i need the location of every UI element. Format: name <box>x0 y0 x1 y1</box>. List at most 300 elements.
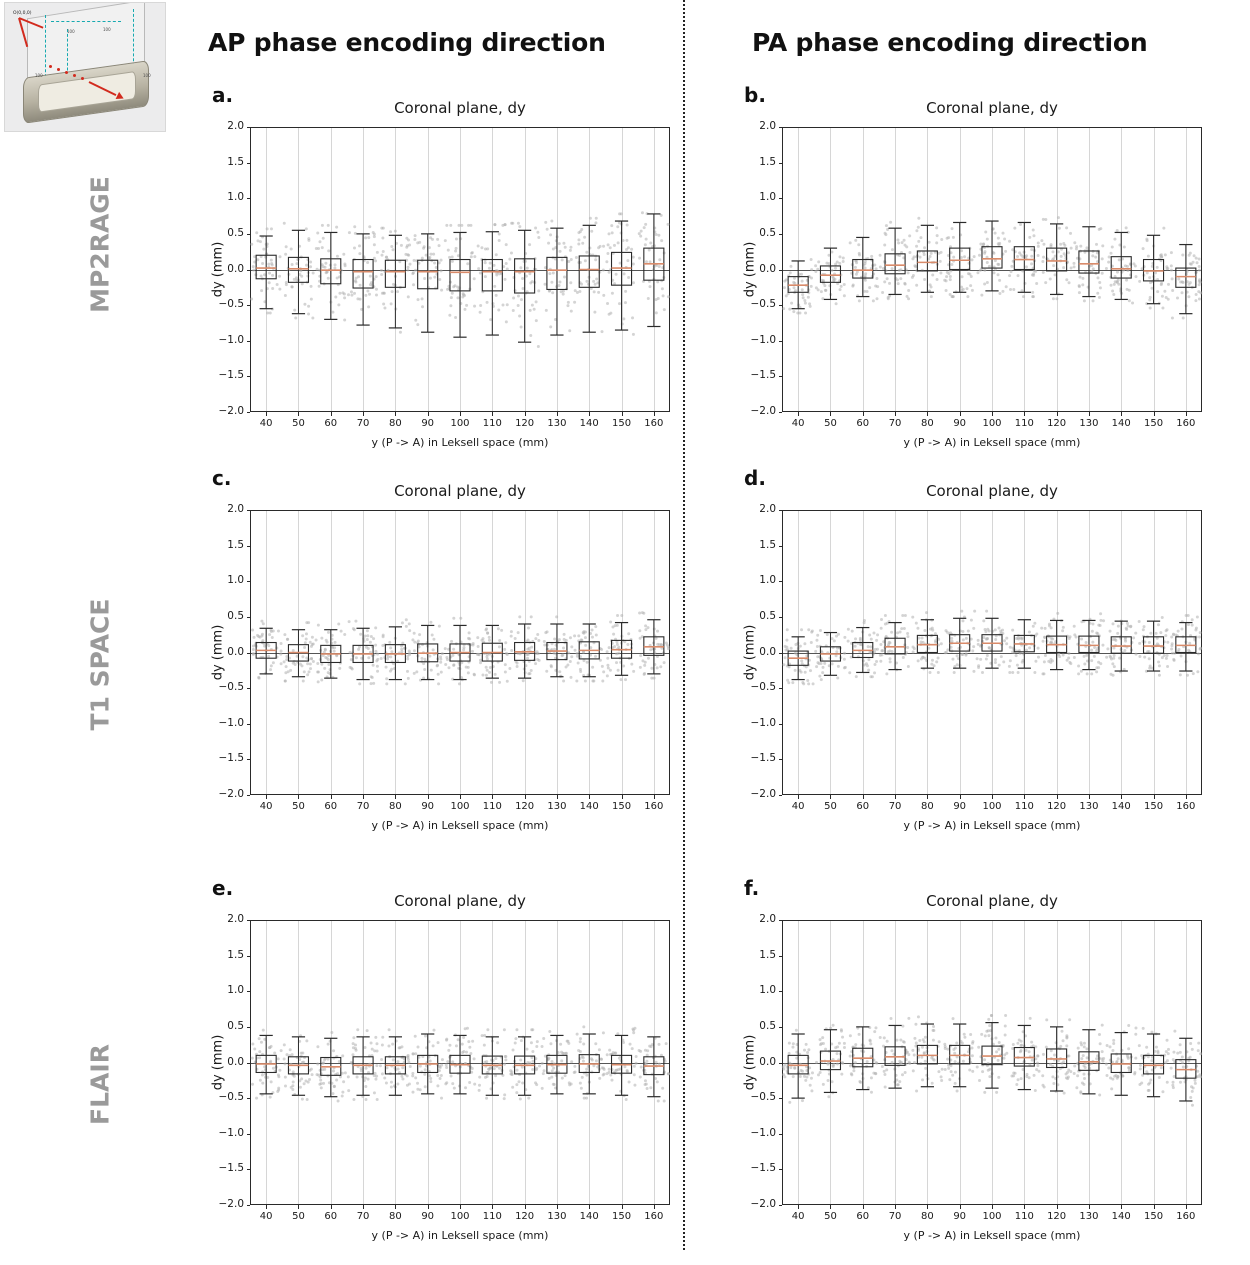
scatter-point <box>1166 641 1169 644</box>
scatter-point <box>1083 655 1086 658</box>
box-whisker-group <box>411 1029 444 1100</box>
scatter-point <box>867 645 870 648</box>
scatter-point <box>1038 1070 1041 1073</box>
scatter-point <box>1094 256 1097 259</box>
scatter-point <box>968 273 971 276</box>
x-tick-label: 130 <box>547 1211 567 1222</box>
scatter-point <box>815 639 818 642</box>
scatter-point <box>250 298 253 301</box>
scatter-point <box>1133 1072 1136 1075</box>
scatter-point <box>1158 664 1161 667</box>
scatter-point <box>400 1075 403 1078</box>
scatter-point <box>602 269 605 272</box>
x-tick-label: 100 <box>982 801 1002 812</box>
scatter-point <box>473 255 476 258</box>
scatter-point <box>1149 632 1152 635</box>
scatter-point <box>1052 1082 1055 1085</box>
scatter-point <box>961 275 964 278</box>
scatter-point <box>649 241 652 244</box>
scatter-point <box>1043 1086 1046 1089</box>
scatter-point <box>1134 1057 1137 1060</box>
scatter-point <box>606 657 609 660</box>
scatter-point <box>250 243 253 246</box>
scatter-point <box>348 620 351 623</box>
scatter-point <box>854 1061 857 1064</box>
scatter-point <box>452 285 455 288</box>
scatter-point <box>1194 299 1197 302</box>
scatter-point <box>467 671 470 674</box>
scatter-point <box>998 279 1001 282</box>
scatter-point <box>1164 253 1167 256</box>
scatter-point <box>551 1069 554 1072</box>
scatter-point <box>301 1098 304 1101</box>
scatter-point <box>1008 240 1011 243</box>
scatter-point <box>1011 1047 1014 1050</box>
scatter-point <box>805 1043 808 1046</box>
scatter-point <box>530 615 533 618</box>
scatter-point <box>417 640 420 643</box>
scatter-point <box>266 311 269 314</box>
x-tick-label: 100 <box>450 801 470 812</box>
scatter-point <box>283 633 286 636</box>
scatter-point <box>428 1074 431 1077</box>
scatter-point <box>1156 266 1159 269</box>
scatter-point <box>971 289 974 292</box>
column-header-ap: AP phase encoding direction <box>208 28 606 57</box>
scatter-point <box>1156 290 1159 293</box>
scatter-point <box>1112 646 1115 649</box>
scatter-point <box>277 630 280 633</box>
scatter-point <box>253 1048 256 1051</box>
scatter-point <box>366 629 369 632</box>
scatter-point <box>406 269 409 272</box>
y-tick-label: −1.0 <box>750 333 776 346</box>
y-tick-label: 0.0 <box>759 1055 776 1068</box>
scatter-point <box>488 639 491 642</box>
scatter-point <box>1067 1055 1070 1058</box>
y-tick-label: 1.5 <box>227 948 244 961</box>
scatter-point <box>944 1068 947 1071</box>
scatter-point <box>639 637 642 640</box>
scatter-point <box>800 671 803 674</box>
scatter-point <box>389 655 392 658</box>
scatter-point <box>1102 619 1105 622</box>
scatter-point <box>609 246 612 249</box>
x-tick-label: 40 <box>791 418 805 429</box>
scatter-point <box>467 666 470 669</box>
box-whisker-group <box>1073 1024 1105 1097</box>
scatter-point <box>1080 1057 1083 1060</box>
scatter-point <box>308 1078 311 1081</box>
scatter-point <box>285 281 288 284</box>
scatter-point <box>1080 670 1083 673</box>
scatter-point <box>994 661 997 664</box>
scatter-point <box>946 648 949 651</box>
scatter-point <box>790 647 793 650</box>
scatter-point <box>1025 1075 1028 1078</box>
box-whisker-group <box>444 1027 476 1094</box>
scatter-point <box>305 657 308 660</box>
scatter-point <box>1196 670 1199 673</box>
scatter-point <box>416 1088 419 1091</box>
scatter-point <box>440 289 443 292</box>
scatter-point <box>908 234 911 237</box>
scatter-point <box>867 669 870 672</box>
scatter-point <box>1113 638 1116 641</box>
box-whisker-group <box>476 625 509 684</box>
scatter-point <box>1106 647 1109 650</box>
scatter-point <box>424 1035 427 1038</box>
scatter-point <box>537 345 540 348</box>
scatter-point <box>440 259 443 262</box>
scatter-point <box>260 275 263 278</box>
scatter-point <box>960 653 963 656</box>
scatter-point <box>952 236 955 239</box>
scatter-point <box>982 636 985 639</box>
scatter-point <box>885 672 888 675</box>
scatter-point <box>385 677 388 680</box>
scatter-point <box>1030 248 1033 251</box>
scatter-point <box>1052 257 1055 260</box>
scatter-point <box>312 660 315 663</box>
scatter-point <box>891 248 894 251</box>
scatter-point <box>327 277 330 280</box>
scatter-point <box>530 646 533 649</box>
scatter-point <box>597 291 600 294</box>
scatter-point <box>1002 660 1005 663</box>
scatter-point <box>335 226 338 229</box>
scatter-point <box>988 1075 991 1078</box>
scatter-point <box>1012 1043 1015 1046</box>
scatter-point <box>789 265 792 268</box>
scatter-point <box>422 662 425 665</box>
scatter-point <box>590 230 593 233</box>
scatter-point <box>331 1092 334 1095</box>
scatter-point <box>616 225 619 228</box>
y-tick-label: −1.5 <box>218 752 244 765</box>
x-tick-label: 130 <box>547 418 567 429</box>
scatter-point <box>493 264 496 267</box>
scatter-point <box>826 1063 829 1066</box>
scatter-point <box>262 1029 265 1032</box>
scatter-point <box>648 248 651 251</box>
scatter-point <box>606 674 609 677</box>
scatter-point <box>658 265 661 268</box>
scatter-point <box>352 1046 355 1049</box>
scatter-point <box>372 637 375 640</box>
scatter-point <box>321 224 324 227</box>
scatter-point <box>432 1029 435 1032</box>
scatter-point <box>372 682 375 685</box>
scatter-point <box>1147 255 1150 258</box>
scatter-point <box>422 247 425 250</box>
scatter-point <box>904 1071 907 1074</box>
scatter-point <box>840 1028 843 1031</box>
scatter-point <box>389 646 392 649</box>
scatter-point <box>485 674 488 677</box>
scatter-point <box>931 1082 934 1085</box>
scatter-point <box>810 1089 813 1092</box>
scatter-point <box>359 284 362 287</box>
scatter-point <box>812 682 815 685</box>
scatter-point <box>884 614 887 617</box>
scatter-point <box>432 253 435 256</box>
scatter-point <box>1004 1024 1007 1027</box>
scatter-point <box>950 637 953 640</box>
scatter-point <box>881 291 884 294</box>
scatter-point <box>1199 631 1202 634</box>
scatter-point <box>548 272 551 275</box>
scatter-point <box>1062 1060 1065 1063</box>
scatter-point <box>1148 298 1151 301</box>
scatter-point <box>457 1038 460 1041</box>
scatter-point <box>327 631 330 634</box>
scatter-point <box>495 253 498 256</box>
scatter-point <box>518 314 521 317</box>
x-tick-label: 50 <box>292 418 305 429</box>
scatter-point <box>326 641 329 644</box>
scatter-point <box>412 1052 415 1055</box>
scatter-point <box>1033 622 1036 625</box>
scatter-point <box>951 658 954 661</box>
scatter-point <box>582 659 585 662</box>
inset-tick-label: 100 <box>35 73 43 78</box>
scatter-point <box>336 255 339 258</box>
scatter-point <box>459 617 462 620</box>
scatter-point <box>285 245 288 248</box>
scatter-point <box>880 649 883 652</box>
scatter-point <box>1180 628 1183 631</box>
scatter-point <box>935 226 938 229</box>
scatter-point <box>956 654 959 657</box>
scatter-point <box>1073 625 1076 628</box>
scatter-point <box>1003 237 1006 240</box>
scatter-point <box>1005 285 1008 288</box>
scatter-point <box>792 281 795 284</box>
scatter-point <box>659 665 662 668</box>
scatter-point <box>1150 1031 1153 1034</box>
scatter-point <box>1156 1050 1159 1053</box>
scatter-point <box>351 1053 354 1056</box>
scatter-point <box>1134 632 1137 635</box>
scatter-point <box>602 670 605 673</box>
scatter-point <box>485 627 488 630</box>
y-axis-label: dy (mm) <box>742 241 758 297</box>
scatter-point <box>374 644 377 647</box>
scatter-point <box>900 1061 903 1064</box>
scatter-point <box>1142 247 1145 250</box>
scatter-point <box>534 662 537 665</box>
scatter-point <box>1073 633 1076 636</box>
scatter-point <box>986 281 989 284</box>
scatter-point <box>618 302 621 305</box>
x-tick-label: 50 <box>824 1211 837 1222</box>
x-tick-label: 160 <box>644 1211 664 1222</box>
scatter-point <box>375 1075 378 1078</box>
scatter-point <box>800 659 803 662</box>
scatter-point <box>801 293 804 296</box>
y-tick-label: 0.5 <box>759 1019 776 1032</box>
scatter-point <box>1179 673 1182 676</box>
scatter-point <box>261 1082 264 1085</box>
scatter-point <box>824 1048 827 1051</box>
scatter-point <box>625 248 628 251</box>
scatter-point <box>321 246 324 249</box>
scatter-point <box>1182 1065 1185 1068</box>
scatter-point <box>632 281 635 284</box>
scatter-point <box>515 1083 518 1086</box>
scatter-point <box>995 1050 998 1053</box>
scatter-point <box>985 610 988 613</box>
scatter-point <box>367 656 370 659</box>
path-dot <box>81 77 84 80</box>
scatter-point <box>364 1046 367 1049</box>
x-tick-label: 90 <box>953 801 967 812</box>
scatter-point <box>465 1051 468 1054</box>
scatter-point <box>616 643 619 646</box>
scatter-point <box>417 298 420 301</box>
scatter-point <box>383 292 386 295</box>
scatter-point <box>819 629 822 632</box>
scatter-point <box>473 673 476 676</box>
scatter-point <box>290 285 293 288</box>
scatter-point <box>360 1067 363 1070</box>
scatter-point <box>373 243 376 246</box>
scatter-point <box>437 673 440 676</box>
scatter-point <box>655 1061 658 1064</box>
scatter-point <box>1156 642 1159 645</box>
scatter-point <box>294 663 297 666</box>
scatter-point <box>271 264 274 267</box>
scatter-point <box>355 656 358 659</box>
scatter-point <box>901 1073 904 1076</box>
scatter-point <box>1148 1089 1151 1092</box>
scatter-point <box>322 265 325 268</box>
scatter-point <box>535 300 538 303</box>
scatter-point <box>1191 1090 1194 1093</box>
scatter-point <box>951 227 954 230</box>
scatter-point <box>880 627 883 630</box>
scatter-point <box>504 663 507 666</box>
box-whisker-group <box>380 618 412 685</box>
scatter-point <box>1197 290 1200 293</box>
scatter-point <box>323 667 326 670</box>
scatter-point <box>1008 671 1011 674</box>
scatter-point <box>788 1042 791 1045</box>
scatter-point <box>937 656 940 659</box>
scatter-point <box>579 1082 582 1085</box>
scatter-point <box>939 260 942 263</box>
scatter-point <box>1172 658 1175 661</box>
scatter-point <box>1146 271 1149 274</box>
scatter-point <box>854 637 857 640</box>
panel-title-b: Coronal plane, dy <box>926 99 1058 117</box>
scatter-point <box>1198 278 1201 281</box>
scatter-point <box>569 660 572 663</box>
scatter-point <box>498 1067 501 1070</box>
scatter-point <box>380 269 383 272</box>
scatter-point <box>640 1066 643 1069</box>
scatter-point <box>1081 277 1084 280</box>
scatter-point <box>304 641 307 644</box>
scatter-point <box>570 655 573 658</box>
scatter-point <box>471 650 474 653</box>
scatter-point <box>821 1036 824 1039</box>
scatter-point <box>1085 1047 1088 1050</box>
scatter-point <box>457 224 460 227</box>
scatter-point <box>273 1052 276 1055</box>
scatter-point <box>592 1064 595 1067</box>
scatter-point <box>350 294 353 297</box>
scatter-point <box>584 636 587 639</box>
scatter-point <box>888 282 891 285</box>
scatter-point <box>552 271 555 274</box>
scatter-point <box>584 259 587 262</box>
scatter-point <box>350 290 353 293</box>
scatter-point <box>307 239 310 242</box>
scatter-point <box>468 1081 471 1084</box>
scatter-point <box>1062 626 1065 629</box>
x-tick-label: 80 <box>921 1211 934 1222</box>
scatter-point <box>903 282 906 285</box>
scatter-point <box>375 288 378 291</box>
scatter-point <box>935 241 938 244</box>
scatter-point <box>564 1074 567 1077</box>
scatter-point <box>269 311 272 314</box>
scatter-point <box>569 281 572 284</box>
scatter-point <box>645 1083 648 1086</box>
scatter-point <box>428 246 431 249</box>
scatter-point <box>573 1065 576 1068</box>
scatter-point <box>1043 660 1046 663</box>
scatter-point <box>1118 258 1121 261</box>
scatter-point <box>629 1043 632 1046</box>
scatter-point <box>647 297 650 300</box>
scatter-point <box>1154 271 1157 274</box>
scatter-point <box>633 1073 636 1076</box>
scatter-point <box>1036 1054 1039 1057</box>
scatter-point <box>387 1044 390 1047</box>
scatter-point <box>510 252 513 255</box>
scatter-point <box>438 278 441 281</box>
scatter-point <box>333 266 336 269</box>
scatter-point <box>953 671 956 674</box>
scatter-point <box>809 669 812 672</box>
scatter-point <box>843 652 846 655</box>
scatter-point <box>594 625 597 628</box>
y-tick-label: 0.0 <box>227 262 244 275</box>
scatter-point <box>899 630 902 633</box>
scatter-point <box>1057 216 1060 219</box>
scatter-point <box>1155 1046 1158 1049</box>
scatter-point <box>470 255 473 258</box>
box-whisker-group <box>606 614 636 681</box>
scatter-point <box>875 639 878 642</box>
scatter-point <box>256 258 259 261</box>
scatter-point <box>1056 612 1059 615</box>
scatter-point <box>644 1079 647 1082</box>
scatter-point <box>1196 261 1199 264</box>
scatter-point <box>972 645 975 648</box>
scatter-point <box>619 678 622 681</box>
scatter-point <box>1020 1077 1023 1080</box>
scatter-point <box>606 302 609 305</box>
scatter-point <box>1032 274 1035 277</box>
scatter-point <box>416 1082 419 1085</box>
scatter-point <box>531 1060 534 1063</box>
x-tick-label: 140 <box>579 418 599 429</box>
scatter-point <box>928 241 931 244</box>
